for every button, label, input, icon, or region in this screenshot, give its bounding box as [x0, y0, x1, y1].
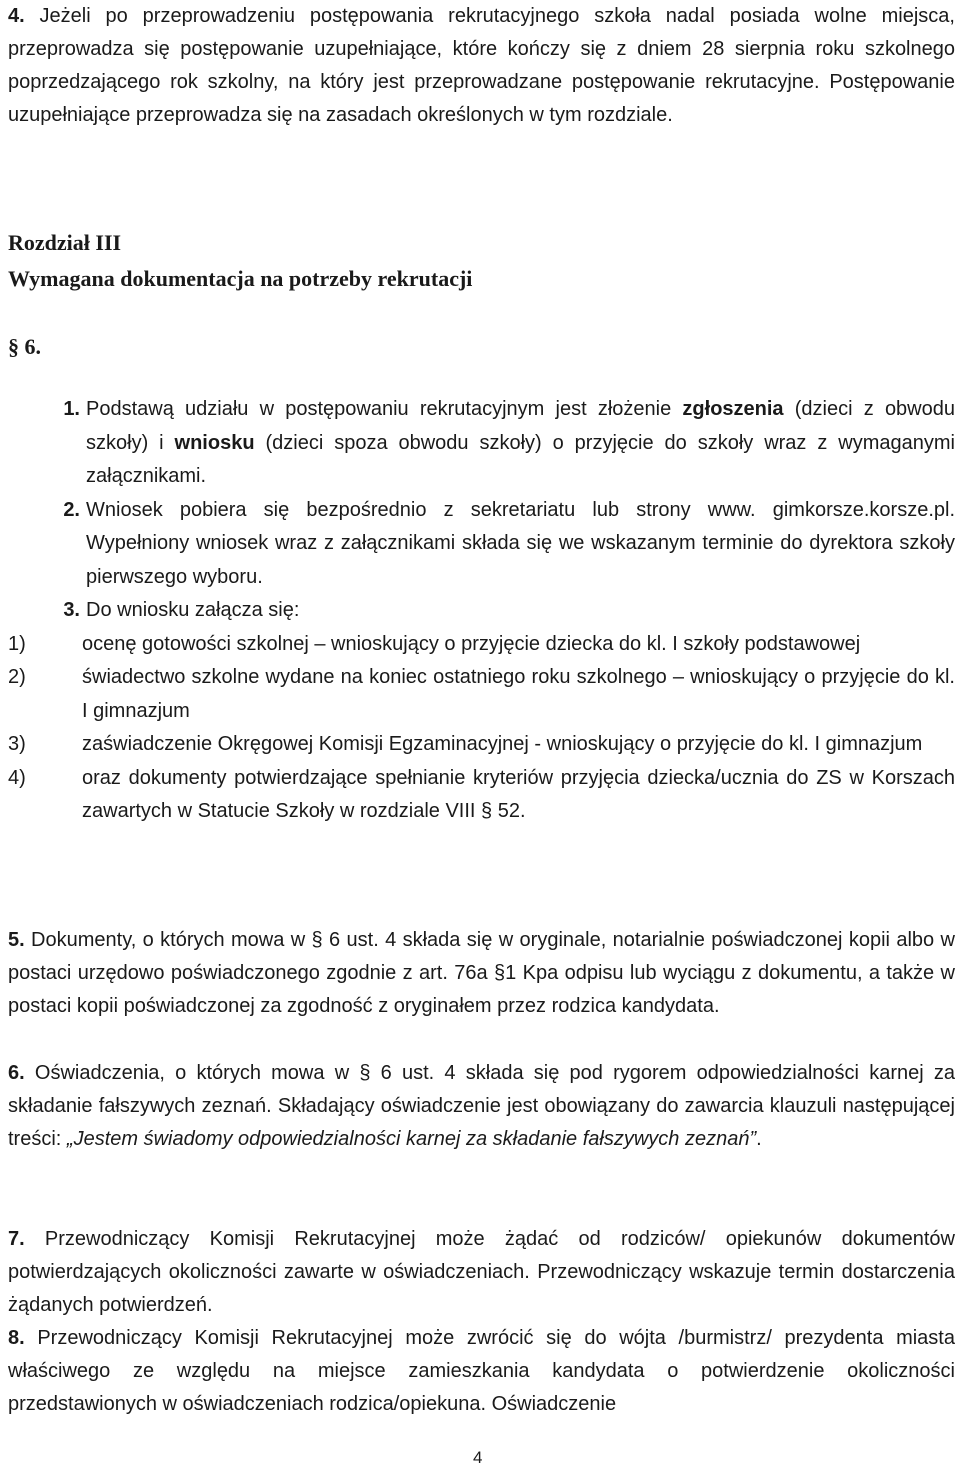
chapter-title: Rozdział III	[8, 230, 122, 255]
attachment-number: 2)	[8, 666, 26, 688]
item-text: Wniosek pobiera się bezpośrednio z sekretariatu lub strony www. gimkorsze.korsze.pl. Wypełniony wniosek wraz z załącznikami składa się we wskazanym terminie do dyrektora szkoły pierwszego wyboru.	[86, 498, 955, 588]
paragraph-6	[8, 1057, 955, 1156]
item-text: Podstawą udziału w postępowaniu rekrutacyjnym jest złożenie	[86, 398, 683, 420]
paragraph-8	[8, 1322, 955, 1421]
attachment-number: 3)	[8, 733, 26, 755]
attachment-text: ocenę gotowości szkolnej – wnioskujący o przyjęcie dziecka do kl. I szkoły podstawowej	[82, 632, 861, 655]
attachment-number: 4)	[8, 766, 26, 789]
item-text: Do wniosku załącza się:	[86, 599, 300, 621]
section-number: § 6.	[8, 334, 41, 359]
attachment-text: świadectwo szkolne wydane na koniec ostatniego roku szkolnego – wnioskujący o przyjęcie do kl. I gimnazjum	[82, 666, 955, 722]
section-item-1	[8, 393, 955, 494]
page-number: 4	[473, 1448, 483, 1467]
section-item-2	[8, 494, 955, 595]
quoted-clause: „Jestem świadomy odpowiedzialności karnej za składanie fałszywych zeznań”	[66, 1128, 757, 1150]
paragraph-5	[8, 924, 955, 1023]
attachment-item-2	[8, 661, 955, 728]
paragraph-number: 8.	[8, 1327, 25, 1349]
item-text: (dzieci z obwodu szkoły) i	[86, 398, 955, 454]
paragraph-text: .	[756, 1128, 762, 1150]
attachment-item-3	[8, 728, 955, 762]
paragraph-text: Przewodniczący Komisji Rekrutacyjnej może żądać od rodziców/ opiekunów dokumentów potwierdzających okoliczności zawarte w oświadczeniach. Przewodniczący wskazuje termin dostarczenia żądanych potwierdzeń.	[8, 1228, 955, 1316]
item-text: (dzieci spoza obwodu szkoły) o przyjęcie do szkoły wraz z wymaganymi załącznikami.	[86, 431, 955, 487]
item-number: 2.	[63, 498, 80, 521]
paragraph-7	[8, 1223, 955, 1322]
paragraph-text: Dokumenty, o których mowa w § 6 ust. 4 składa się w oryginale, notarialnie poświadczonej kopii albo w postaci urzędowo poświadczonego zgodnie z art. 76a §1 Kpa odpisu lub wyciągu z dokumentu, a także w postaci kopii poświadczonej za zgodność z oryginałem przez rodzica kandydata.	[8, 929, 955, 1017]
paragraph-text: Przewodniczący Komisji Rekrutacyjnej może zwrócić się do wójta /burmistrz/ prezydenta miasta właściwego ze względu na miejsce zamieszkania kandydata o potwierdzenie okoliczności przedstawionych w oświadczeniach rodzica/opiekuna. Oświadczenie	[8, 1327, 955, 1415]
item-number: 3.	[63, 599, 80, 621]
attachment-text: zaświadczenie Okręgowej Komisji Egzaminacyjnej - wnioskujący o przyjęcie do kl. I gimnazjum	[82, 733, 923, 755]
attachment-item-1	[8, 628, 955, 662]
bold-term-wniosku: wniosku	[174, 431, 255, 454]
paragraph-text: Oświadczenia, o których mowa w § 6 ust. 4 składa się pod rygorem odpowiedzialności karnej za składanie fałszywych zeznań. Składający oświadczenie jest obowiązany do zawarcia klauzuli następującej treści:	[8, 1062, 955, 1150]
bold-term-zgloszenia: zgłoszenia	[682, 398, 784, 420]
paragraph-text: Jeżeli po przeprowadzeniu postępowania rekrutacyjnego szkoła nadal posiada wolne miejsca, przeprowadza się postępowanie uzupełniające, które kończy się z dniem 28 sierpnia roku szkolnego poprzedzającego rok szkolny, na który jest przeprowadzane postępowanie rekrutacyjne. Postępowanie uzupełniające przeprowadza się na zasadach określonych w tym rozdziale.	[8, 5, 955, 126]
paragraph-number: 7.	[8, 1228, 25, 1250]
paragraph-4	[8, 0, 955, 132]
paragraph-number: 4.	[8, 5, 25, 27]
section-item-3	[8, 594, 955, 628]
chapter-subtitle: Wymagana dokumentacja na potrzeby rekrutacji	[8, 266, 473, 291]
item-number: 1.	[63, 398, 80, 420]
section-list	[8, 393, 955, 829]
paragraph-number: 5.	[8, 929, 25, 951]
attachment-item-4	[8, 762, 955, 829]
attachment-number: 1)	[8, 632, 26, 655]
attachment-text: oraz dokumenty potwierdzające spełnianie kryteriów przyjęcia dziecka/ucznia do ZS w Korszach zawartych w Statucie Szkoły w rozdziale VIII § 52.	[82, 766, 955, 822]
paragraph-number: 6.	[8, 1062, 25, 1084]
